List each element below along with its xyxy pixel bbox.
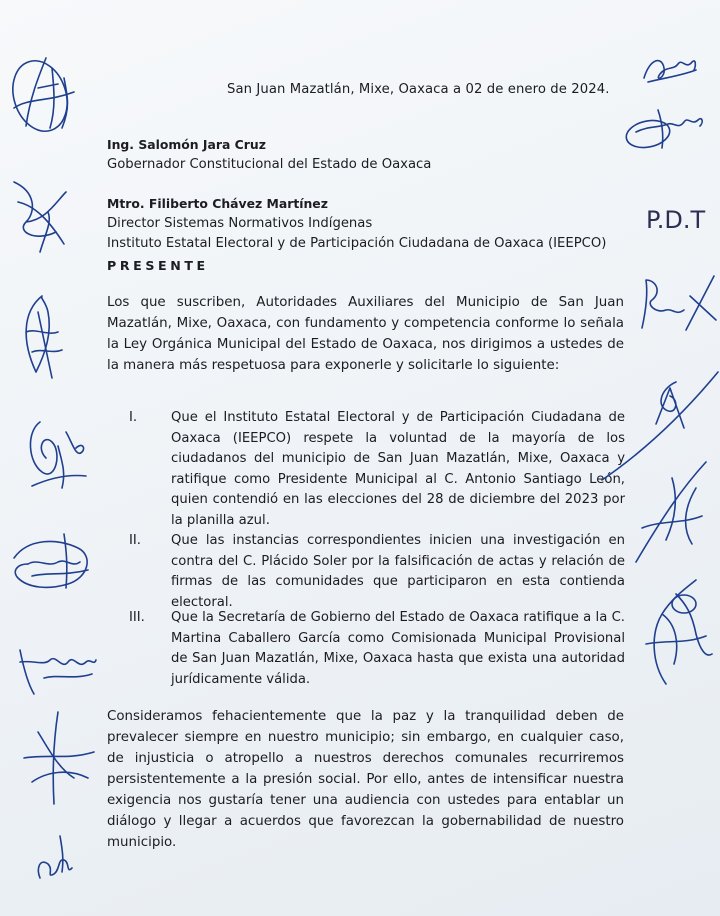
signature-right-6 [636,574,716,692]
item-number: II. [129,533,141,548]
recipient-2-institution: Instituto Estatal Electoral y de Participación Ciudadana de Oaxaca (IEEPCO) [107,236,607,251]
recipient-2-title: Director Sistemas Normativos Indígenas [107,216,373,231]
recipient-1-title: Gobernador Constitucional del Estado de Oaxaca [107,157,432,172]
salutation: PRESENTE [107,258,209,273]
signature-right-1 [640,48,700,88]
item-text: Que la Secretaría de Gobierno del Estado de Oaxaca ratifique a la C. Martina Caballero García como Comisionada Municipal Provisional de San Juan Mazatlán, Mixe, Oaxaca hasta que exista una autoridad jurídicamente válida. [171,610,625,687]
signature-left-3 [12,292,72,382]
signature-right-3 [636,270,720,334]
closing-paragraph: Consideramos fehacientemente que la paz y la tranquilidad deben de prevalecer siempre en nuestro municipio; sin embargo, en cualquier caso, de injusticia o atropello a nuestros derechos comunales recurriremos persistentemente a la presión social. Por ello, antes de intensificar nuestra exigencia nos gustaría tener una audiencia con ustedes para entablar un diálogo y llegar a acuerdos que favorezcan la gobernabilidad de nuestro municipio. [107,709,624,850]
signature-right-5 [622,458,712,568]
intro-paragraph: Los que suscriben, Autoridades Auxiliares del Municipio de San Juan Mazatlán, Mixe, Oaxaca, con fundamento y competencia conforme lo señala la Ley Orgánica Municipal del Estado de Oaxaca, nos dirigimos a ustedes de la manera más respetuosa para exponerle y solicitarle lo siguiente: [107,295,624,373]
recipient-1-name: Ing. Salomón Jara Cruz [107,137,266,152]
signature-left-1 [8,48,83,138]
signature-left-8 [30,828,80,888]
recipient-2-name: Mtro. Filiberto Chávez Martínez [107,196,328,211]
item-number: III. [129,610,145,625]
item-text: Que las instancias correspondientes inicien una investigación en contra del C. Plácido Soler por la falsificación de actas y relación de firmas de las comunidades que participaron en esta contienda electoral. [171,533,625,610]
initials-text: P.D.T [646,206,706,234]
initials-pdt [644,198,714,242]
signature-left-6 [14,640,99,700]
signature-left-2 [6,172,76,262]
signature-left-4 [22,402,92,492]
item-text: Que el Instituto Estatal Electoral y de Participación Ciudadana de Oaxaca (IEEPCO) respete la voluntad de la mayoría de los ciudadanos del municipio de San Juan Mazatlán, Mixe, Oaxaca y ratifique como Presidente Municipal al C. Antonio Santiago León, quien contendió en las elecciones del 28 de diciembre del 2023 por la planilla azul. [171,410,625,528]
item-number: I. [129,410,138,425]
signature-right-2 [618,102,708,154]
date-line: San Juan Mazatlán, Mixe, Oaxaca a 02 de enero de 2024. [227,82,610,97]
signature-left-5 [8,528,98,598]
signature-left-7 [18,708,98,808]
